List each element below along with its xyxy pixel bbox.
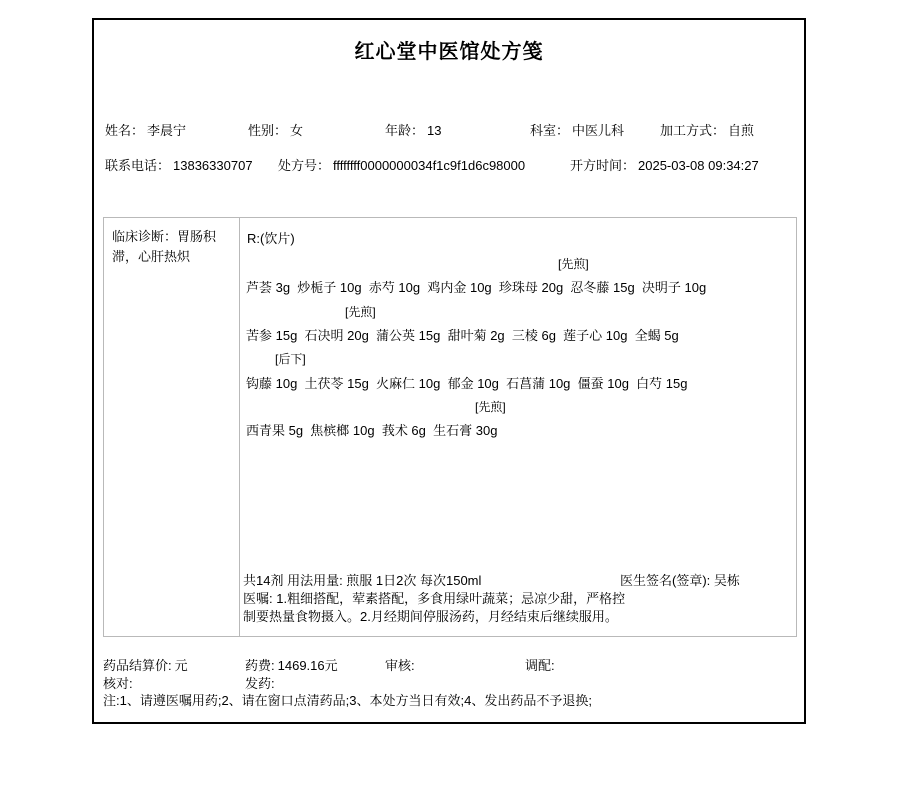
check-label: 核对: [103,676,133,691]
rx-header: R:(饮片) [247,231,295,246]
age-field [385,120,441,139]
herb-line-4: 西青果 5g 焦槟榔 10g 莪术 6g 生石膏 30g [246,423,498,438]
footer-note: 注:1、请遵医嘱用药;2、请在窗口点清药品;3、本处方当日有效;4、发出药品不予退换; [103,693,592,708]
gender-label: 性别： [248,123,288,138]
settlement-price-value: 元 [174,658,188,673]
phone-value: 13836330707 [173,158,253,173]
prescription-body-box [103,217,797,637]
prescription-number-label: 处方号： [278,158,331,173]
prescription-time-label: 开方时间： [570,158,636,173]
rx-content-area [241,218,796,636]
prescription-number-field [278,155,525,174]
patient-name-label: 姓名： [105,123,145,138]
department-field [530,120,624,139]
age-label: 年龄： [385,123,425,138]
patient-name-value: 李晨宁 [147,123,187,138]
gender-field [248,120,303,139]
settlement-price-label: 药品结算价: [103,658,172,673]
medicine-fee-value: 1469.16元 [277,658,338,673]
patient-name-field [105,120,186,139]
herb-line-3: 钩藤 10g 土茯苓 15g 火麻仁 10g 郁金 10g 石菖蒲 10g 僵蚕 10g 白芍 15g [246,376,688,391]
processing-method-value: 自煎 [728,123,755,138]
herb-line-2: 苦参 15g 石决明 20g 蒲公英 15g 甜叶菊 2g 三棱 6g 莲子心 10g 全蝎 5g [246,328,679,343]
herb-line-1: 芦荟 3g 炒栀子 10g 赤芍 10g 鸡内金 10g 珍珠母 20g 忍冬藤 15g 决明子 10g [246,280,707,295]
review-label: 审核: [385,658,415,673]
decoction-tag-4: [先煎] [475,400,506,414]
doctor-signature: 医生签名(签章): 吴栋 [620,573,740,588]
phone-label: 联系电话： [105,158,171,173]
issue-label: 发药: [245,676,275,691]
dispense-field [525,655,558,674]
decoction-tag-2: [先煎] [345,305,376,319]
prescription-sheet [92,18,806,724]
medical-advice: 医嘱: 1.粗细搭配，荤素搭配，多食用绿叶蔬菜；忌凉少甜，严格控制要热量食物摄入。2.月经期间停服汤药，月经结束后继续服用。 [243,591,626,624]
gender-value: 女 [290,123,304,138]
prescription-time-value: 2025-03-08 09:34:27 [638,158,759,173]
dosage-usage-line: 共14剂 用法用量: 煎服 1日2次 每次150ml [243,573,482,588]
prescription-time-field [570,155,759,174]
clinical-diagnosis: 临床诊断：胃肠积滞，心肝热炽 [104,218,240,636]
page-title: 红心堂中医馆处方笺 [354,41,544,63]
medicine-fee-label: 药费: [245,658,275,673]
processing-method-field [660,120,754,139]
decoction-tag-1: [先煎] [558,257,589,271]
prescription-number-value: ffffffff0000000034f1c9f1d6c98000 [333,158,526,173]
decoction-tag-3: [后下] [275,352,306,366]
dispense-label: 调配: [525,658,555,673]
department-label: 科室： [530,123,570,138]
phone-field [105,155,253,174]
review-field [385,655,418,674]
settlement-price-field [103,655,188,674]
age-value: 13 [427,123,442,138]
processing-method-label: 加工方式： [660,123,726,138]
medicine-fee-field [245,655,338,674]
department-value: 中医儿科 [572,123,625,138]
